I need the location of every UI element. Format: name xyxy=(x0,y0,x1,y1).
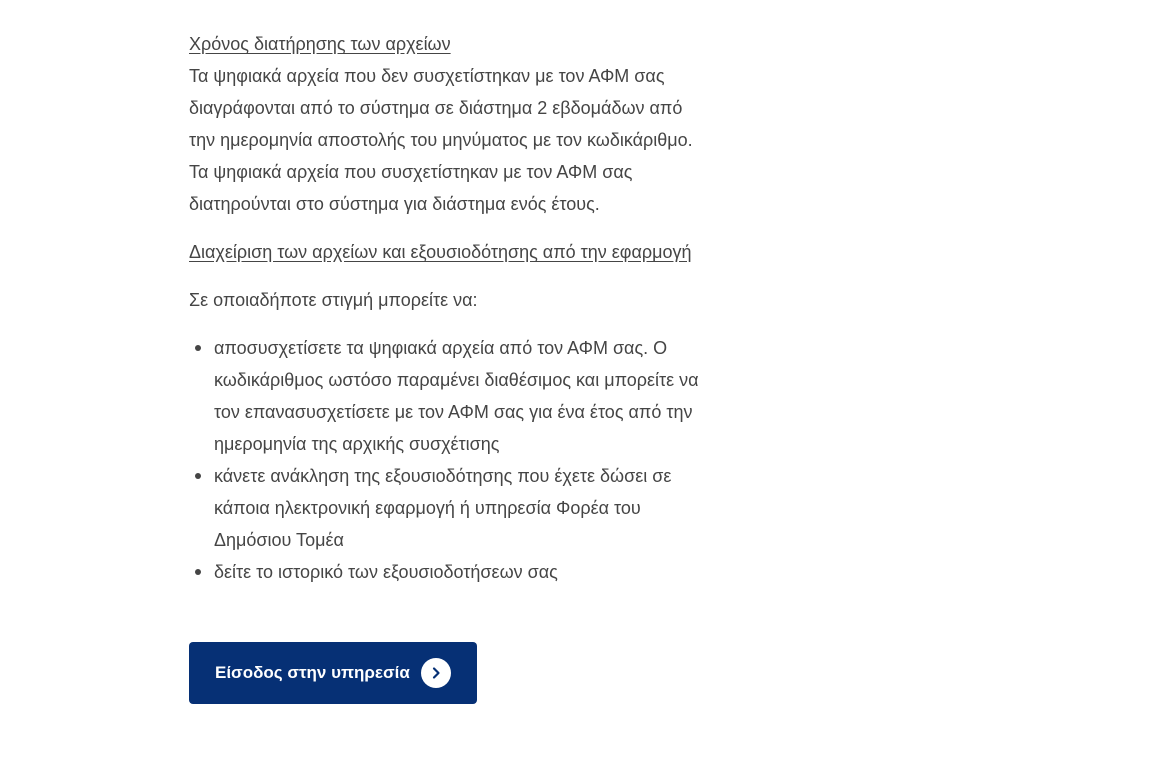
list-item-line: Δημόσιου Τομέα xyxy=(214,530,344,550)
list-item-line: κωδικάριθμος ωστόσο παραμένει διαθέσιμος και μπορείτε να xyxy=(214,370,699,390)
management-heading: Διαχείριση των αρχείων και εξουσιοδότησης από την εφαρμογή xyxy=(189,242,692,262)
list-item-line: τον επανασυσχετίσετε με τον ΑΦΜ σας για ένα έτος από την xyxy=(214,402,693,422)
list-item-line: αποσυσχετίσετε τα ψηφιακά αρχεία από τον ΑΦΜ σας. Ο xyxy=(214,338,668,358)
management-lead: Σε οποιαδήποτε στιγμή μπορείτε να: xyxy=(189,290,478,310)
retention-line: διαγράφονται από το σύστημα σε διάστημα 2 εβδομάδων από xyxy=(189,98,683,118)
retention-line: Τα ψηφιακά αρχεία που συσχετίστηκαν με τον ΑΦΜ σας xyxy=(189,162,633,182)
enter-service-button[interactable] xyxy=(189,642,477,704)
list-item-line: κάνετε ανάκληση της εξουσιοδότησης που έχετε δώσει σε xyxy=(214,466,672,486)
retention-line: την ημερομηνία αποστολής του μηνύματος με τον κωδικάριθμο. xyxy=(189,130,693,150)
main-content xyxy=(189,28,749,588)
bullet-icon xyxy=(195,345,201,351)
retention-section xyxy=(189,28,749,60)
list-item xyxy=(214,556,749,588)
list-item xyxy=(214,460,749,556)
list-item-line: κάποια ηλεκτρονική εφαρμογή ή υπηρεσία Φορέα του xyxy=(214,498,641,518)
management-section xyxy=(189,236,749,268)
list-item-line: δείτε το ιστορικό των εξουσιοδοτήσεων σας xyxy=(214,562,558,582)
chevron-right-glyph xyxy=(429,666,443,680)
list-item-line: ημερομηνία της αρχικής συσχέτισης xyxy=(214,434,500,454)
retention-heading: Χρόνος διατήρησης των αρχείων xyxy=(189,34,451,54)
retention-line: Τα ψηφιακά αρχεία που δεν συσχετίστηκαν με τον ΑΦΜ σας xyxy=(189,66,665,86)
chevron-right-icon xyxy=(421,658,451,688)
bullet-icon xyxy=(195,569,201,575)
retention-line: διατηρούνται στο σύστημα για διάστημα ενός έτους. xyxy=(189,194,600,214)
retention-paragraph xyxy=(189,60,749,220)
enter-service-label: Είσοδος στην υπηρεσία xyxy=(215,663,410,682)
management-bullet-list xyxy=(189,332,749,588)
bullet-icon xyxy=(195,473,201,479)
list-item xyxy=(214,332,749,460)
